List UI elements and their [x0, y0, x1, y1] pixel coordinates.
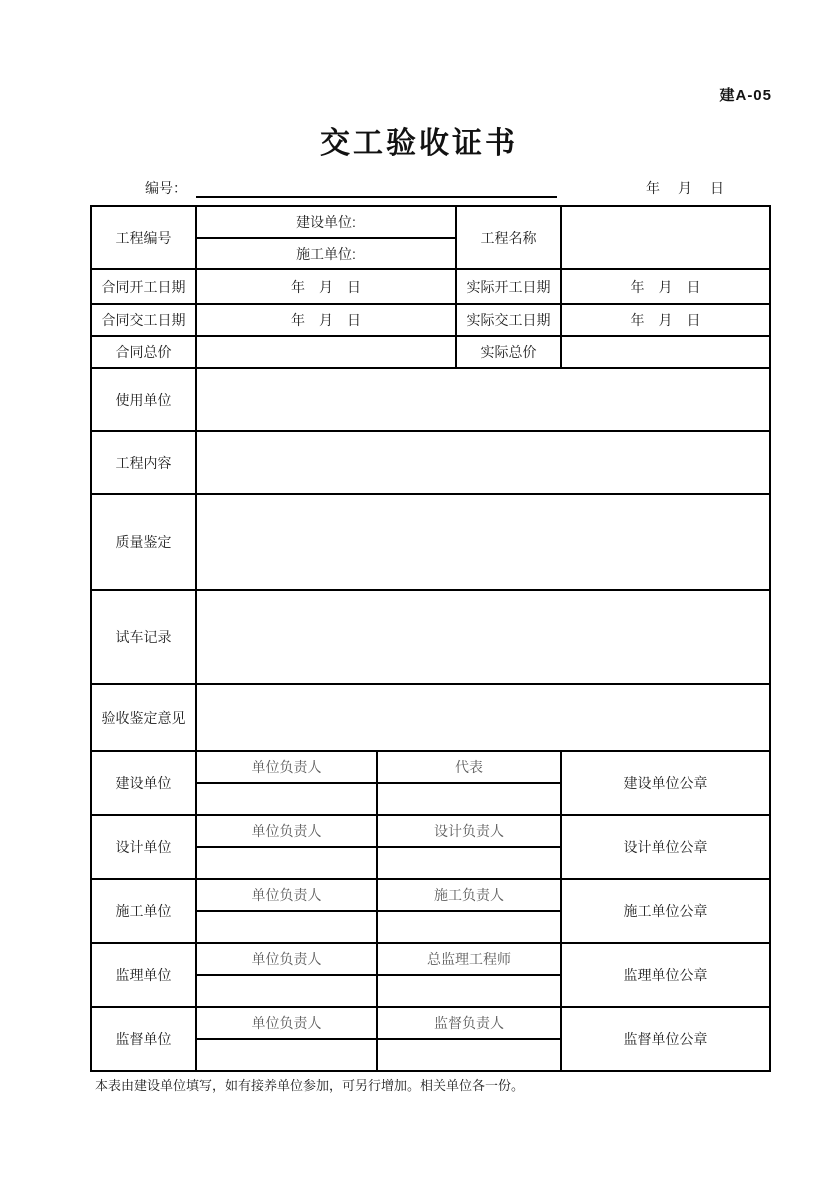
cell-unit-seal-label: 施工单位公章 [561, 879, 770, 943]
cell-contract-total-blank [196, 336, 456, 368]
cell-sign-blank [196, 783, 377, 815]
cell-sign-blank [377, 911, 561, 943]
cell-project-content-blank [196, 431, 770, 494]
cell-actual-total-label: 实际总价 [456, 336, 561, 368]
cell-actual-start-label: 实际开工日期 [456, 269, 561, 304]
cell-sign-blank [377, 975, 561, 1007]
signature-row [91, 1007, 770, 1039]
cell-actual-finish-date: 年 月 日 [561, 304, 770, 336]
cell-unit-seal-label: 监理单位公章 [561, 943, 770, 1007]
cell-acceptance-opinion-blank [196, 684, 770, 751]
cell-project-name-label: 工程名称 [456, 206, 561, 269]
cell-unit-label: 监理单位 [91, 943, 196, 1007]
cell-unit-rep-label: 代表 [377, 751, 561, 783]
cell-unit-seal-label: 建设单位公章 [561, 751, 770, 815]
form-code: 建A-05 [719, 87, 772, 104]
cell-using-unit-blank [196, 368, 770, 431]
acceptance-form-table [90, 205, 771, 1072]
cell-test-run-record-blank [196, 590, 770, 684]
cell-unit-head-label: 单位负责人 [196, 815, 377, 847]
cell-unit-label: 建设单位 [91, 751, 196, 815]
cell-sign-blank [377, 783, 561, 815]
cell-quality-appraisal-blank [196, 494, 770, 590]
cell-sign-blank [196, 975, 377, 1007]
cell-actual-total-blank [561, 336, 770, 368]
cell-contract-finish-date: 年 月 日 [196, 304, 456, 336]
cell-actual-finish-label: 实际交工日期 [456, 304, 561, 336]
cell-using-unit-label: 使用单位 [91, 368, 196, 431]
cell-builder-unit-label: 施工单位: [196, 238, 456, 269]
cell-construction-unit-label: 建设单位: [196, 206, 456, 238]
cell-unit-head-label: 单位负责人 [196, 1007, 377, 1039]
cell-unit-label: 施工单位 [91, 879, 196, 943]
cell-actual-start-date: 年 月 日 [561, 269, 770, 304]
cell-sign-blank [196, 847, 377, 879]
cell-unit-rep-label: 设计负责人 [377, 815, 561, 847]
cell-unit-seal-label: 设计单位公章 [561, 815, 770, 879]
cell-unit-head-label: 单位负责人 [196, 879, 377, 911]
cell-sign-blank [196, 1039, 377, 1071]
signature-row [91, 815, 770, 847]
number-blank-underline [196, 162, 557, 198]
cell-unit-label: 监督单位 [91, 1007, 196, 1071]
page-title: 交工验收证书 [320, 127, 518, 160]
footer-note: 本表由建设单位填写，如有接养单位参加，可另行增加。相关单位各一份。 [95, 1078, 525, 1093]
cell-unit-rep-label: 监督负责人 [377, 1007, 561, 1039]
cell-contract-start-label: 合同开工日期 [91, 269, 196, 304]
cell-test-run-record-label: 试车记录 [91, 590, 196, 684]
signature-row [91, 943, 770, 975]
cell-sign-blank [196, 911, 377, 943]
cell-unit-label: 设计单位 [91, 815, 196, 879]
cell-unit-head-label: 单位负责人 [196, 751, 377, 783]
cell-contract-start-date: 年 月 日 [196, 269, 456, 304]
header-date-placeholder: 年 月 日 [646, 180, 726, 196]
cell-quality-appraisal-label: 质量鉴定 [91, 494, 196, 590]
cell-unit-seal-label: 监督单位公章 [561, 1007, 770, 1071]
cell-sign-blank [377, 1039, 561, 1071]
cell-unit-rep-label: 施工负责人 [377, 879, 561, 911]
signature-row [91, 751, 770, 783]
number-label: 编号： [145, 180, 187, 196]
cell-contract-total-label: 合同总价 [91, 336, 196, 368]
cell-project-number-label: 工程编号 [91, 206, 196, 269]
cell-project-name-blank [561, 206, 770, 269]
cell-unit-head-label: 单位负责人 [196, 943, 377, 975]
cell-project-content-label: 工程内容 [91, 431, 196, 494]
cell-sign-blank [377, 847, 561, 879]
number-line [0, 176, 838, 200]
signature-row [91, 879, 770, 911]
cell-unit-rep-label: 总监理工程师 [377, 943, 561, 975]
cell-acceptance-opinion-label: 验收鉴定意见 [91, 684, 196, 751]
cell-contract-finish-label: 合同交工日期 [91, 304, 196, 336]
